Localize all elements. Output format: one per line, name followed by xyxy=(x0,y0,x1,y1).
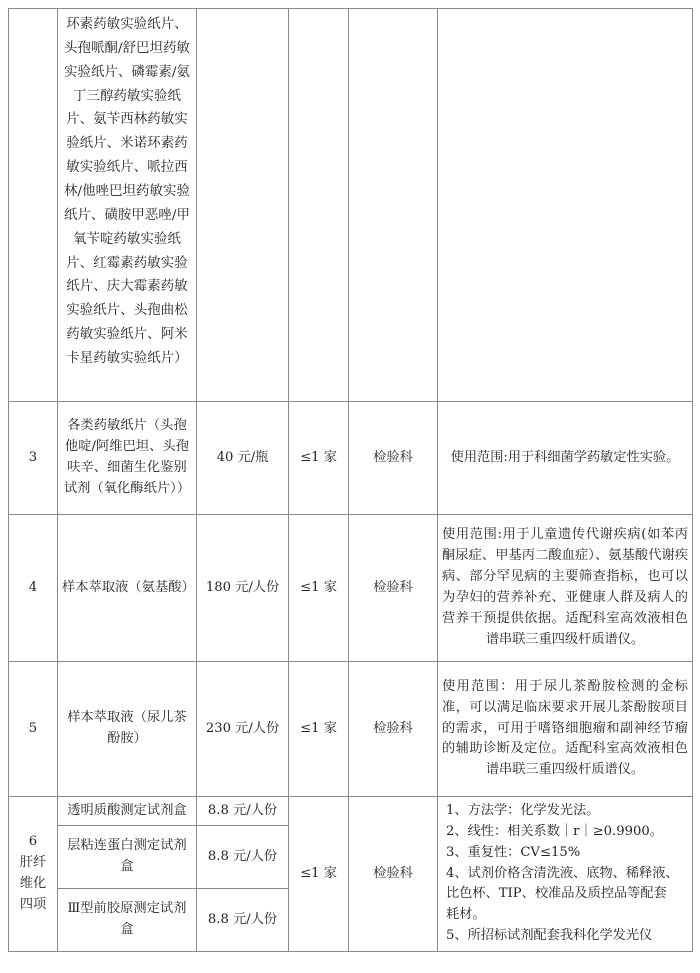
cell-quantity: ≤1 家 xyxy=(289,662,349,797)
cell-item-name: 环素药敏实验纸片、头孢哌酮/舒巴坦药敏实验纸片、磷霉素/氨丁三醇药敏实验纸片、氨苄西林药敏实验纸片、米诺环素药敏实验纸片、哌拉西林/他唑巴坦药敏实验纸片、磺胺甲恶唑/甲氧苄啶药敏实验纸片、红霉素药敏实验纸片、庆大霉素药敏实验纸片、头孢曲松药敏实验纸片、阿米卡星药敏实验纸片） xyxy=(58,9,197,402)
cell-price: 8.8 元/人份 xyxy=(197,889,289,952)
cell-price: 230 元/人份 xyxy=(197,662,289,797)
cell-index: 5 xyxy=(9,662,58,797)
cell-department: 检验科 xyxy=(349,797,438,952)
desc-line: 比色杯、TIP、校准品及质控品等配套 xyxy=(446,886,667,902)
cell-department: 检验科 xyxy=(349,515,438,662)
cell-description xyxy=(438,797,693,952)
cell-item-name: 各类药敏纸片（头孢他啶/阿维巴坦、头孢呋辛、细菌生化鉴别试剂（氧化酶纸片）） xyxy=(58,402,197,515)
spec-table-container xyxy=(8,8,692,952)
table-row xyxy=(9,402,693,515)
desc-line: 耗材。 xyxy=(446,907,486,923)
cell-price: 180 元/人份 xyxy=(197,515,289,662)
cell-department: 检验科 xyxy=(349,662,438,797)
group-index-line-3: 四项 xyxy=(19,896,47,912)
desc-line: 5、所招标试剂配套我科化学发光仪 xyxy=(446,928,653,944)
cell-item-name: 层粘连蛋白测定试剂盒 xyxy=(58,826,197,889)
cell-item-name: 样本萃取液（氨基酸） xyxy=(58,515,197,662)
cell-item-name: 样本萃取液（尿儿茶酚胺） xyxy=(58,662,197,797)
cell-quantity: ≤1 家 xyxy=(289,402,349,515)
table-row xyxy=(9,662,693,797)
cell-index xyxy=(9,9,58,402)
table-row xyxy=(9,797,693,826)
cell-item-name: Ⅲ型前胶原测定试剂盒 xyxy=(58,889,197,952)
group-index-number: 6 xyxy=(28,834,38,850)
cell-index-group xyxy=(9,797,58,952)
cell-quantity: ≤1 家 xyxy=(289,797,349,952)
group-index-line-1: 肝纤 xyxy=(19,855,47,871)
desc-line: 4、试剂价格含清洗液、底物、稀释液、 xyxy=(446,865,679,881)
cell-description: 使用范围：用于尿儿茶酚胺检测的金标准，可以满足临床要求开展儿茶酚胺项目的需求，可用于嗜铬细胞瘤和副神经节瘤的辅助诊断及定位。适配科室高效液相色谱串联三重四级杆质谱仪。 xyxy=(438,662,693,797)
cell-item-name: 透明质酸测定试剂盒 xyxy=(58,797,197,826)
group-index-line-2: 维化 xyxy=(19,876,47,891)
cell-index: 3 xyxy=(9,402,58,515)
cell-description: 使用范围:用于儿童遗传代谢疾病(如苯丙酮尿症、甲基丙二酸血症）、氨基酸代谢疾病、部分罕见病的主要筛查指标，也可以为孕妇的营养补充、亚健康人群及病人的营养干预提供依据。适配科室高效液相色谱串联三重四级杆质谱仪。 xyxy=(438,515,693,662)
desc-line: 1、方法学：化学发光法。 xyxy=(446,803,600,818)
desc-line: 2、线性：相关系数｜r｜≥0.9900。 xyxy=(446,823,663,839)
cell-department xyxy=(349,9,438,402)
cell-quantity xyxy=(289,9,349,402)
cell-description xyxy=(438,9,693,402)
cell-price: 8.8 元/人份 xyxy=(197,826,289,889)
cell-index: 4 xyxy=(9,515,58,662)
specification-table xyxy=(8,8,693,952)
table-row xyxy=(9,515,693,662)
desc-line: 3、重复性：CV≤15% xyxy=(446,844,581,860)
cell-price: 40 元/瓶 xyxy=(197,402,289,515)
cell-price xyxy=(197,9,289,402)
cell-price: 8.8 元/人份 xyxy=(197,797,289,826)
table-row xyxy=(9,9,693,402)
cell-department: 检验科 xyxy=(349,402,438,515)
cell-description: 使用范围:用于科细菌学药敏定性实验。 xyxy=(438,402,693,515)
cell-quantity: ≤1 家 xyxy=(289,515,349,662)
